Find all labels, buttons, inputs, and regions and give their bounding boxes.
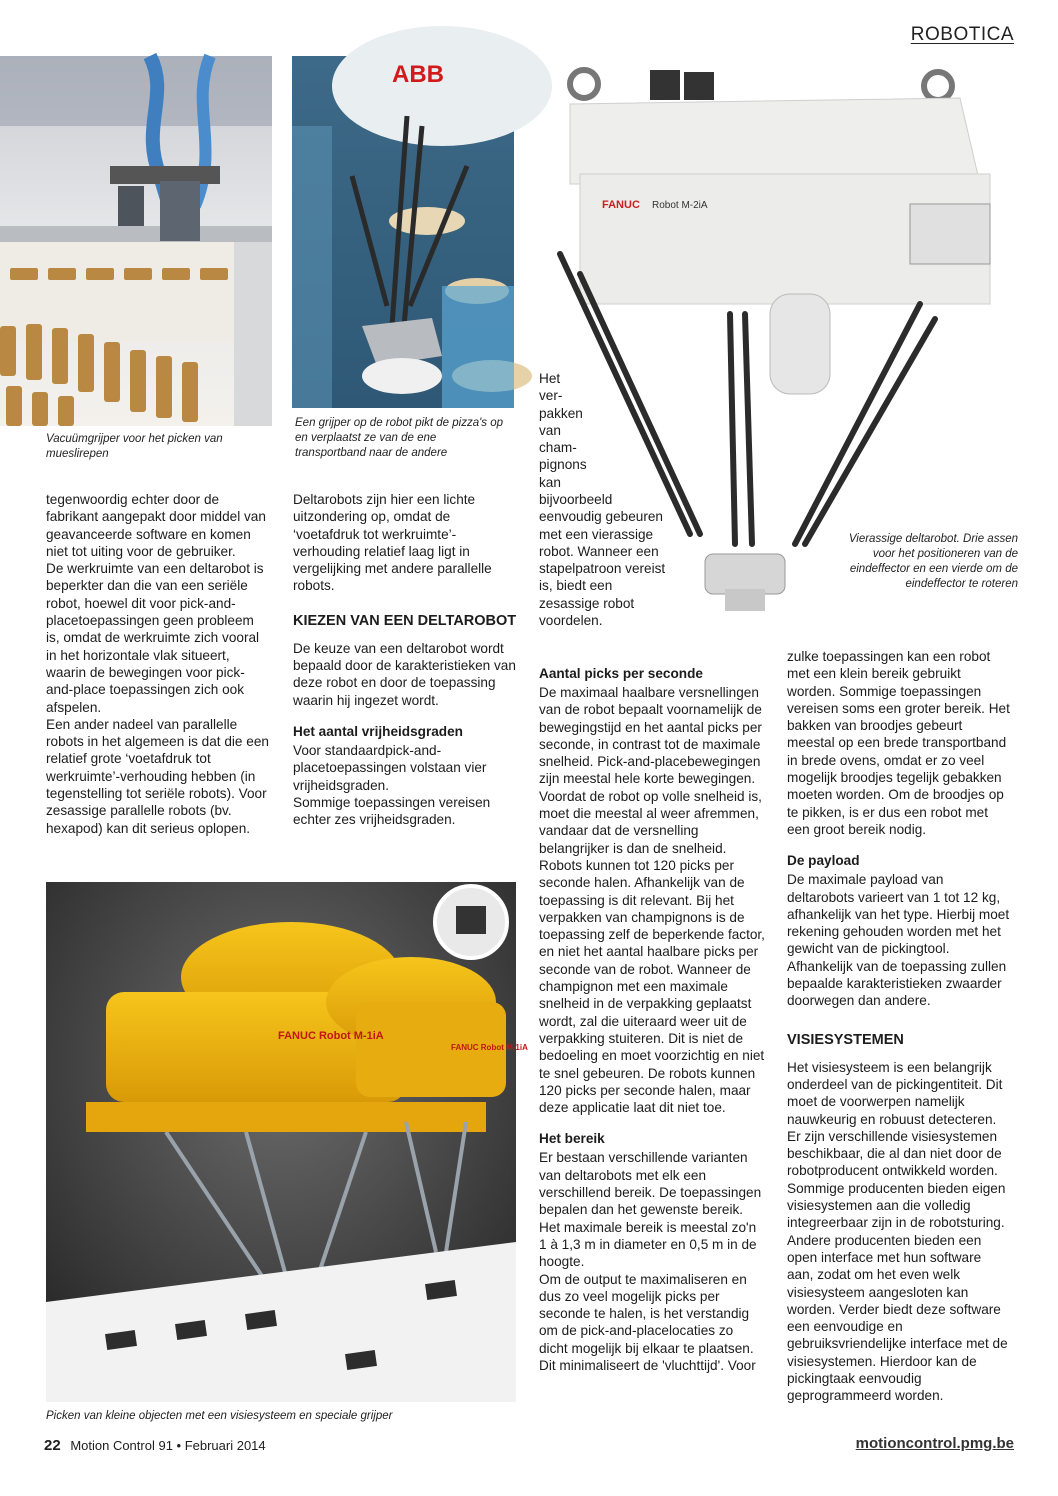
- col3-paragraph-3: Er bestaan verschillende varianten van deltarobots met elk een verschillend bereik. De toepassingen bepalen dan het gewenste bereik. Het maximale bereik is meestal zo'n 1 à 1,3 m in diameter en 0,5 m in de hoogte.: [539, 1150, 762, 1270]
- yellow-robot-label-2: FANUC Robot M-1iA: [451, 1043, 528, 1052]
- col3-paragraph-1: bijvoorbeeld eenvoudig gebeuren met een vierassige robot. Wanneer een stapelpatroon vereist is, biedt een zesassige robot voordelen.: [539, 492, 666, 629]
- caption-muesli: Vacuümgrijper voor het picken van mueslirepen: [46, 433, 223, 460]
- footer-left: [44, 1437, 266, 1454]
- section-tag: ROBOTICA: [910, 24, 1014, 45]
- col4-heading-visiesystemen: VISIESYSTEMEN: [787, 1031, 904, 1048]
- column-3-narrow: [539, 370, 599, 491]
- column-2: [293, 491, 517, 828]
- col2-paragraph-1: Deltarobots zijn hier een lichte uitzondering op, omdat de ‘voetafdruk tot werkruimte’-verhouding relatief laag ligt in vergelijking met andere parallelle robots.: [293, 492, 492, 594]
- col3-narrow-line: pakken: [539, 405, 583, 421]
- photo-pizza-gripper: [292, 56, 514, 408]
- magazine-issue: Motion Control 91 • Februari 2014: [70, 1438, 266, 1453]
- caption-fanuc-m2ia: Vierassige deltarobot. Drie assen voor het positioneren van de eindeffector en een vierde om de eindeffector te roteren: [848, 533, 1018, 590]
- col2-subheading-vrijheidsgraden: Het aantal vrijheidsgraden: [293, 723, 463, 739]
- column-4: [787, 648, 1011, 1405]
- col4-paragraph-4: Sommige producenten bieden eigen visiesystemen aan die volledig integreerbaar zijn in de robotsturing. Andere producenten bieden een open interface met hun software aan, zodat om het even welk visiesysteem aangesloten kan worden. Verder biedt deze software een eenvoudige en gebruiksvriendelijke interface met de visiesystemen. Hierdoor kan de pickingtaak eenvoudig geprogrammeerd worden.: [787, 1180, 1008, 1404]
- col3-paragraph-4: Om de output te maximaliseren en dus zo veel mogelijk picks per seconde te halen, is het verstandig om de pick-and-placelocaties zo dicht mogelijk bij elkaar te plaatsen. Dit minimaliseert de 'vluchttijd'. Voor: [539, 1271, 756, 1373]
- abb-logo: ABB: [392, 61, 444, 88]
- col4-subheading-payload: De payload: [787, 853, 860, 869]
- col4-paragraph-2: De maximale payload van deltarobots varieert van 1 tot 12 kg, afhankelijk van het type. Hierbij moet rekening gehouden worden met het gewicht van de pickingtool. Afhankelijk van de toepassing zullen bepaalde karakteristieken zwaarder doorwegen dan andere.: [787, 872, 1010, 1009]
- col1-paragraph-2: De werkruimte van een deltarobot is beperkter dan die van een seriële robot, hoewel dit voor pick-and-placetoepassingen geen probleem is, omdat de werkruimte zich vooral in het horizontale vlak situeert, waarin de bewegingen voor pick-and-place toepassingen zich ook afspelen.: [46, 561, 264, 715]
- caption-pizza: Een grijper op de robot pikt de pizza's op en verplaatst ze van de ene transportband naar de andere: [295, 417, 504, 459]
- fanuc-label-model: Robot M-2iA: [652, 200, 708, 211]
- column-3: [539, 491, 669, 629]
- col3-narrow-line: van: [539, 422, 561, 438]
- col1-paragraph-3: Een ander nadeel van parallelle robots in het algemeen is dat die een relatief grote ‘voetafdruk tot werkruimte’-verhouding hebben (in tegenstelling tot seriële robots). Voor zesassige parallelle robots (bv. hexapod) kan dit serieus oplopen.: [46, 716, 269, 836]
- col1-paragraph-1: tegenwoordig echter door de fabrikant aangepakt door middel van geavanceerde software en komen niet tot uiting voor de gebruiker.: [46, 492, 266, 559]
- col3-narrow-line: cham-: [539, 440, 577, 456]
- fanuc-label-brand: FANUC: [602, 199, 640, 211]
- photo-yellow-robots: [46, 882, 528, 1402]
- yellow-robot-label-1: FANUC Robot M-1iA: [278, 1030, 384, 1042]
- photo-muesli-gripper: [0, 56, 272, 426]
- col3-narrow-line: pignons: [539, 457, 587, 473]
- col3-narrow-line: ver-: [539, 388, 563, 404]
- col3-subheading-bereik: Het bereik: [539, 1131, 605, 1147]
- col4-paragraph-1: zulke toepassingen kan een robot met een klein bereik gebruikt worden. Sommige toepassingen vereisen soms een groter bereik. Het bakken van broodjes gebeurt meestal op een brede transportband in brede ovens, omdat er zo veel mogelijk broodjes tegelijk gebakken moeten worden. Om de broodjes op te pikken, is er dus een robot met een groot bereik nodig.: [787, 649, 1010, 837]
- page-number: 22: [44, 1437, 61, 1454]
- col4-paragraph-3: Het visiesysteem is een belangrijk onderdeel van de pickingentiteit. Dit moet de voorwerpen namelijk nauwkeurig en robuust detecteren. Er zijn verschillende visiesystemen beschikbaar, die al dan niet door de robotproducent ontwikkeld worden.: [787, 1059, 1003, 1179]
- column-3-continued: [539, 651, 765, 1374]
- col2-paragraph-4: Sommige toepassingen vereisen echter zes vrijheidsgraden.: [293, 794, 491, 828]
- col3-narrow-line: kan: [539, 474, 561, 490]
- caption-yellow-robots: Picken van kleine objecten met een visiesysteem en speciale grijper: [46, 1410, 393, 1422]
- column-1: [46, 491, 270, 837]
- col2-paragraph-2: De keuze van een deltarobot wordt bepaald door de karakteristieken van deze robot en door de toepassing waarin hij ingezet wordt.: [293, 640, 516, 708]
- col2-paragraph-3: Voor standaardpick-and-placetoepassingen volstaan vier vrijheidsgraden.: [293, 742, 487, 793]
- col3-narrow-line: Het: [539, 371, 561, 386]
- col3-subheading-picks: Aantal picks per seconde: [539, 666, 703, 681]
- footer-url-link[interactable]: motioncontrol.pmg.be: [855, 1435, 1014, 1452]
- col2-heading-kiezen: KIEZEN VAN EEN DELTAROBOT: [293, 612, 517, 629]
- col3-paragraph-2: De maximaal haalbare versnellingen van de robot bepaalt voornamelijk de bewegingstijd en het aantal picks per seconde, in contrast tot de maximale snelheid. Pick-and-placebewegingen zijn meestal hele korte bewegingen. Voordat de robot op volle snelheid is, moet die meestal al weer afremmen, vandaar dat de versnelling belangrijker is dan de snelheid. Robots kunnen tot 120 picks per seconde halen. Afhankelijk van de toepassing is dit relevant. Bij het verpakken van champignons is de toepassing zelf de beperkende factor, en niet het aantal haalbare picks per seconde van de robot. Wanneer de champignon met een maximale snelheid in de verpakking geplaatst wordt, zal die uiteraard weer uit de verpakking stuiteren. Dit is niet de bedoeling en moet voorzichtig en niet te snel gebeuren. De robots kunnen 120 picks per seconde halen, maar deze applicatie laat dit niet toe.: [539, 685, 765, 1116]
